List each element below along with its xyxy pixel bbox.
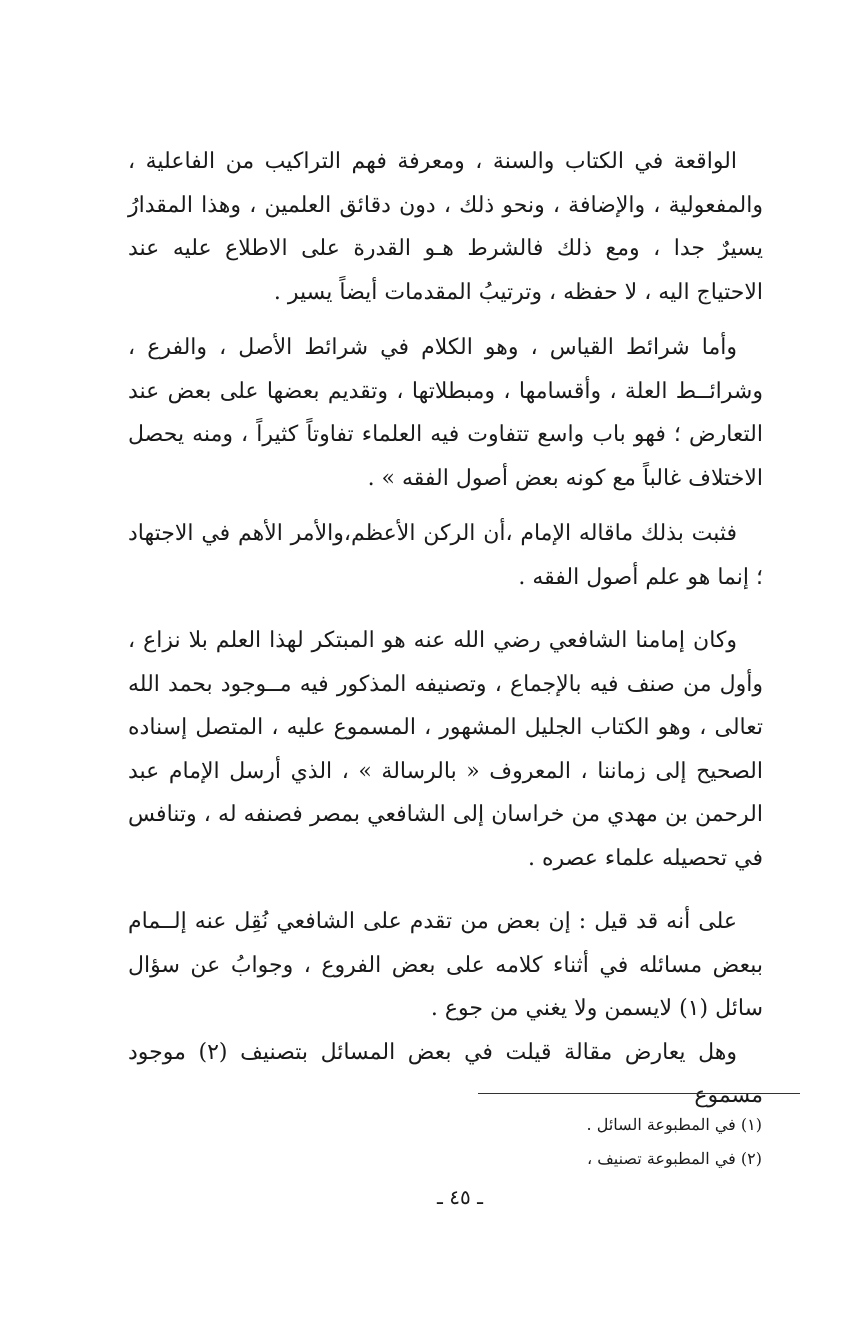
footnote: (٢) في المطبوعة تصنيف ، [586,1149,762,1168]
paragraph: وأما شرائط القياس ، وهو الكلام في شرائط الأصل ، والفرع ، وشرائــط العلة ، وأقسامها ، ومبطلاتها ، وتقديم بعضها على بعض عند التعارض ؛ فهو باب واسع تتفاوت فيه العلماء تفاوتاً كثيراً ، ومنه يحصل الاختلاف غالباً مع كونه بعض أصول الفقه » . [128,335,763,491]
main-text [128,140,763,1118]
footnote: (١) في المطبوعة السائل . [586,1115,762,1134]
footnotes [400,1108,762,1176]
paragraph: وكان إمامنا الشافعي رضي الله عنه هو المبتكر لهذا العلم بلا نزاع ، وأول من صنف فيه بالإجماع ، وتصنيفه المذكور فيه مــوجود بحمد الله تعالى ، وهو الكتاب الجليل المشهور ، المسموع عليه ، المتصل إسناده الصحيح إلى زماننا ، المعروف « بالرسالة » ، الذي أرسل الإمام عبد الرحمن بن مهدي من خراسان إلى الشافعي بمصر فصنفه له ، وتنافس في تحصيله علماء عصره . [128,628,763,871]
paragraph: الواقعة في الكتاب والسنة ، ومعرفة فهم التراكيب من الفاعلية ، والمفعولية ، والإضافة ، ونحو ذلك ، دون دقائق العلمين ، وهذا المقدارُ يسيرٌ جدا ، ومع ذلك فالشرط هـو القدرة على الاطلاع عليه عند الاحتياج اليه ، لا حفظه ، وترتيبُ المقدمات أيضاً يسير . [128,149,763,305]
page-number: ـ ٤٥ ـ [437,1185,483,1209]
footnote-divider [478,1093,800,1094]
paragraph: وهل يعارض مقالة قيلت في بعض المسائل بتصنيف (٢) موجود مسموع [128,1039,763,1108]
paragraph: فثبت بذلك ماقاله الإمام ،أن الركن الأعظم،والأمر الأهم في الاجتهاد ؛ إنما هو علم أصول الفقه . [128,521,763,590]
paragraph: على أنه قد قيل : إن بعض من تقدم على الشافعي نُقِل عنه إلــمام ببعض مسائله في أثناء كلامه على بعض الفروع ، وجوابُ عن سؤال سائل (١) لايسمن ولا يغني من جوع . [128,909,763,1021]
